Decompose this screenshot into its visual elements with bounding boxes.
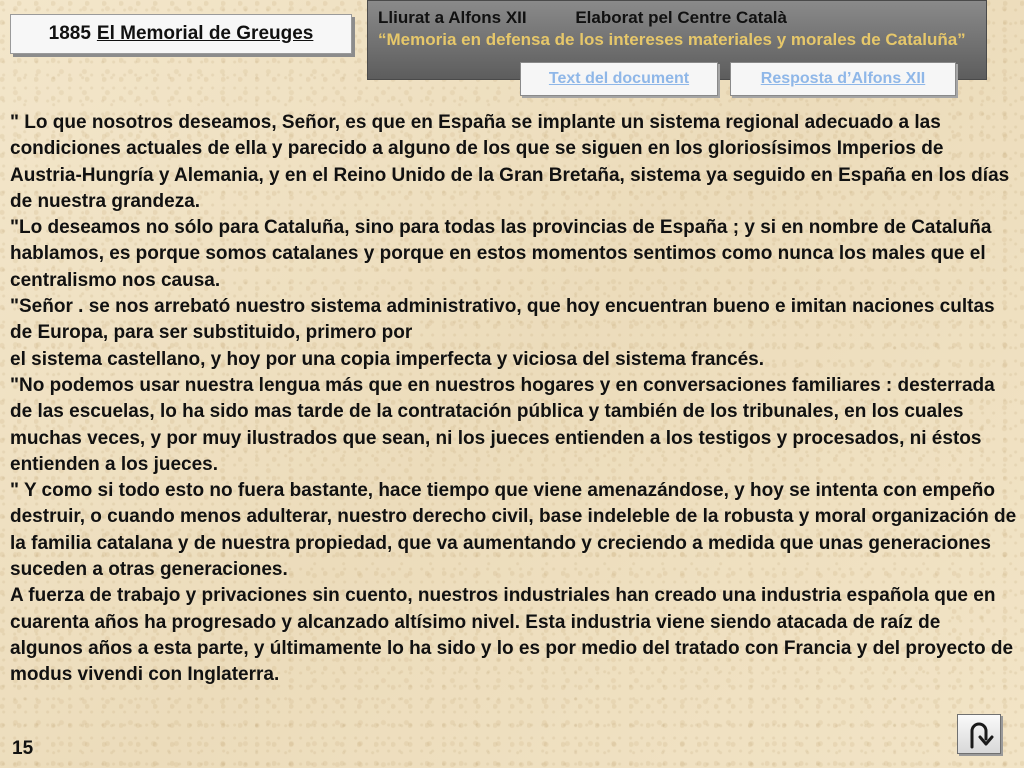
document-body: [10, 110, 1018, 689]
header-credits: [378, 7, 976, 29]
alfonso-response-button[interactable]: Resposta d’Alfons XII: [730, 62, 956, 96]
body-paragraph: A fuerza de trabajo y privaciones sin cuento, nuestros industriales han creado una industria española que en cuarenta años ha progresado y alcanzado altísimo nivel. Esta industria viene siendo atacada de raíz de algunos años a esta parte, y últimamente lo ha sido y lo es por medio del tratado con Francia y del proyecto de modus vivendi con Inglaterra.: [10, 585, 1014, 686]
body-paragraph: " Y como si todo esto no fuera bastante, hace tiempo que viene amenazándose, y hoy se intenta con empeño destruir, o cuando menos adulterar, nuestro derecho civil, base indeleble de la robusta y moral organización de la familia catalana y de nuestra propiedad, que va aumentando y creciendo a medida que unas generaciones suceden a otras generaciones.: [10, 480, 1017, 581]
body-paragraph: " Lo que nosotros deseamos, Señor, es que en España se implante un sistema regional adecuado a las condiciones actuales de ella y parecido a alguno de los que se siguen en los gloriosísimos Imperios de Austria-Hungría y Alemania, y en el Reino Unido de la Gran Bretaña, sistema ya seguido en España en los días de nuestra grandeza.: [10, 112, 1010, 212]
body-paragraph: el sistema castellano, y hoy por una copia imperfecta y viciosa del sistema francés.: [10, 348, 764, 370]
memorial-title-link[interactable]: El Memorial de Greuges: [96, 23, 314, 44]
u-turn-return-icon: [964, 719, 994, 749]
document-subtitle-quote: “Memoria en defensa de los intereses materiales y morales de Cataluña”: [378, 30, 966, 49]
body-paragraph: "Señor . se nos arrebató nuestro sistema administrativo, que hoy encuentran bueno e imitan naciones cultas de Europa, para ser substituido, primero por: [10, 296, 995, 344]
delivered-to-label: Lliurat a Alfons XII: [378, 8, 527, 27]
page-number: 15: [12, 738, 34, 759]
body-paragraph: "No podemos usar nuestra lengua más que en nuestros hogares y en conversaciones familiares : desterrada de las escuelas, lo ha sido mas tarde de la contratación pública y también de los tribunales, en los cuales muchas veces, y por muy ilustrados que sean, ni los jueces entienden a los testigos y procesados, ni éstos entienden a los jueces.: [10, 374, 995, 475]
title-box: [10, 14, 352, 54]
document-text-button[interactable]: Text del document: [520, 62, 718, 96]
body-paragraph: "Lo deseamos no sólo para Cataluña, sino para todas las provincias de España ; y si en nombre de Cataluña hablamos, es porque somos catalanes y porque en estos momentos sentimos como nunca los males que el centralismo nos causa.: [10, 217, 992, 291]
prepared-by-label: Elaborat pel Centre Català: [575, 8, 787, 27]
return-button[interactable]: [957, 714, 1001, 754]
title-year: 1885: [48, 23, 91, 44]
